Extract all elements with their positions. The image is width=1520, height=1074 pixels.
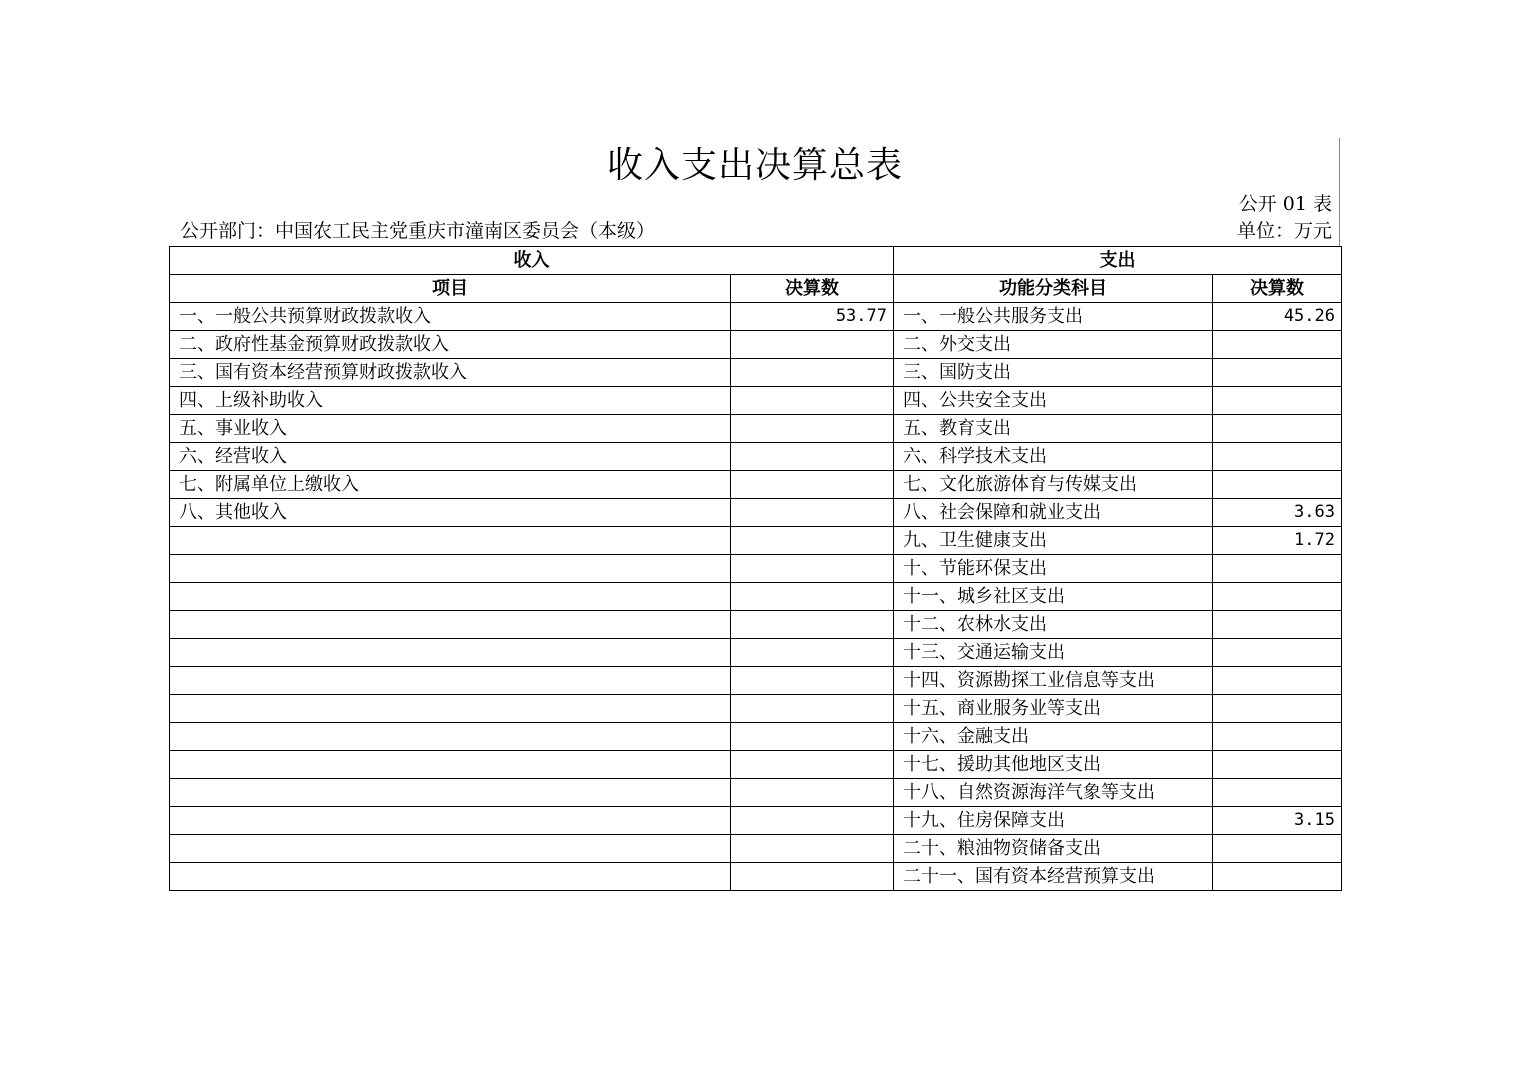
- income-amount-cell: [731, 723, 894, 751]
- income-amount-cell: [731, 807, 894, 835]
- expenditure-amount-cell: [1213, 695, 1342, 723]
- expenditure-item-cell: 六、科学技术支出: [894, 443, 1213, 471]
- expenditure-amount-cell: [1213, 387, 1342, 415]
- income-item-cell: 三、国有资本经营预算财政拨款收入: [170, 359, 731, 387]
- right-border-line: [1339, 138, 1340, 246]
- income-amount-cell: [731, 527, 894, 555]
- expenditure-amount-cell: [1213, 555, 1342, 583]
- table-row: [170, 387, 1342, 415]
- table-row: [170, 779, 1342, 807]
- income-expenditure-table: [169, 246, 1342, 891]
- expenditure-item-cell: 二、外交支出: [894, 331, 1213, 359]
- table-row: [170, 471, 1342, 499]
- page-title: 收入支出决算总表: [606, 145, 903, 186]
- expenditure-amount-cell: [1213, 331, 1342, 359]
- income-amount-cell: [731, 331, 894, 359]
- income-amount-cell: [731, 415, 894, 443]
- income-amount-cell: [731, 387, 894, 415]
- expenditure-item-cell: 十四、资源勘探工业信息等支出: [894, 667, 1213, 695]
- expenditure-item-cell: 八、社会保障和就业支出: [894, 499, 1213, 527]
- income-amount-cell: 53.77: [731, 303, 894, 331]
- expenditure-item-cell: 十六、金融支出: [894, 723, 1213, 751]
- table-row: [170, 415, 1342, 443]
- table-row: [170, 835, 1342, 863]
- table-row: [170, 611, 1342, 639]
- expenditure-amount-cell: 45.26: [1213, 303, 1342, 331]
- income-item-cell: [170, 779, 731, 807]
- income-amount-cell: [731, 695, 894, 723]
- table-body: [170, 303, 1342, 891]
- income-item-cell: 七、附属单位上缴收入: [170, 471, 731, 499]
- expenditure-amount-cell: [1213, 723, 1342, 751]
- income-amount-cell: [731, 555, 894, 583]
- expenditure-item-cell: 三、国防支出: [894, 359, 1213, 387]
- income-item-cell: 一、一般公共预算财政拨款收入: [170, 303, 731, 331]
- expenditure-amount-cell: [1213, 779, 1342, 807]
- income-amount-cell: [731, 611, 894, 639]
- expenditure-amount-cell: [1213, 583, 1342, 611]
- income-item-cell: 八、其他收入: [170, 499, 731, 527]
- expenditure-item-header: 功能分类科目: [894, 275, 1213, 303]
- table-row: [170, 555, 1342, 583]
- table-row: [170, 695, 1342, 723]
- expenditure-item-cell: 二十、粮油物资储备支出: [894, 835, 1213, 863]
- expenditure-amount-cell: 3.63: [1213, 499, 1342, 527]
- table-row: [170, 723, 1342, 751]
- expenditure-amount-header: 决算数: [1213, 275, 1342, 303]
- department-label: 公开部门：中国农工民主党重庆市潼南区委员会（本级）: [180, 220, 656, 242]
- income-amount-cell: [731, 779, 894, 807]
- expenditure-item-cell: 七、文化旅游体育与传媒支出: [894, 471, 1213, 499]
- income-amount-cell: [731, 443, 894, 471]
- expenditure-amount-cell: [1213, 443, 1342, 471]
- table-row: [170, 667, 1342, 695]
- income-amount-cell: [731, 863, 894, 891]
- expenditure-item-cell: 十一、城乡社区支出: [894, 583, 1213, 611]
- expenditure-amount-cell: [1213, 415, 1342, 443]
- table-row: [170, 583, 1342, 611]
- table-row: [170, 639, 1342, 667]
- expenditure-amount-cell: [1213, 667, 1342, 695]
- income-amount-cell: [731, 751, 894, 779]
- income-amount-cell: [731, 359, 894, 387]
- income-item-cell: [170, 555, 731, 583]
- income-item-cell: [170, 611, 731, 639]
- income-item-cell: [170, 835, 731, 863]
- table-row: [170, 359, 1342, 387]
- table-row: [170, 499, 1342, 527]
- expenditure-item-cell: 十二、农林水支出: [894, 611, 1213, 639]
- expenditure-amount-cell: [1213, 863, 1342, 891]
- income-item-cell: 五、事业收入: [170, 415, 731, 443]
- income-item-cell: [170, 723, 731, 751]
- income-item-cell: [170, 695, 731, 723]
- income-item-cell: 四、上级补助收入: [170, 387, 731, 415]
- income-item-cell: [170, 583, 731, 611]
- expenditure-amount-cell: [1213, 359, 1342, 387]
- unit-label: 单位：万元: [1236, 220, 1332, 242]
- income-amount-header: 决算数: [731, 275, 894, 303]
- table-row: [170, 527, 1342, 555]
- income-item-cell: [170, 863, 731, 891]
- expenditure-item-cell: 十、节能环保支出: [894, 555, 1213, 583]
- expenditure-item-cell: 十七、援助其他地区支出: [894, 751, 1213, 779]
- income-item-cell: [170, 639, 731, 667]
- expenditure-amount-cell: [1213, 751, 1342, 779]
- income-amount-cell: [731, 835, 894, 863]
- table-row: [170, 863, 1342, 891]
- table-row: [170, 751, 1342, 779]
- income-section-header: 收入: [170, 247, 894, 275]
- income-item-cell: 二、政府性基金预算财政拨款收入: [170, 331, 731, 359]
- expenditure-amount-cell: [1213, 471, 1342, 499]
- income-amount-cell: [731, 471, 894, 499]
- expenditure-amount-cell: [1213, 639, 1342, 667]
- expenditure-item-cell: 四、公共安全支出: [894, 387, 1213, 415]
- expenditure-item-cell: 十八、自然资源海洋气象等支出: [894, 779, 1213, 807]
- expenditure-item-cell: 十九、住房保障支出: [894, 807, 1213, 835]
- table-row: [170, 807, 1342, 835]
- expenditure-amount-cell: 1.72: [1213, 527, 1342, 555]
- income-item-cell: [170, 751, 731, 779]
- expenditure-item-cell: 五、教育支出: [894, 415, 1213, 443]
- income-amount-cell: [731, 499, 894, 527]
- expenditure-amount-cell: 3.15: [1213, 807, 1342, 835]
- income-item-cell: [170, 527, 731, 555]
- income-item-header: 项目: [170, 275, 731, 303]
- expenditure-amount-cell: [1213, 835, 1342, 863]
- expenditure-item-cell: 十五、商业服务业等支出: [894, 695, 1213, 723]
- income-amount-cell: [731, 667, 894, 695]
- income-item-cell: [170, 807, 731, 835]
- section-header-row: [170, 247, 1342, 275]
- income-item-cell: [170, 667, 731, 695]
- income-amount-cell: [731, 639, 894, 667]
- column-header-row: [170, 275, 1342, 303]
- table-row: [170, 331, 1342, 359]
- expenditure-item-cell: 十三、交通运输支出: [894, 639, 1213, 667]
- expenditure-amount-cell: [1213, 611, 1342, 639]
- form-number: 公开 01 表: [1238, 193, 1332, 215]
- expenditure-item-cell: 九、卫生健康支出: [894, 527, 1213, 555]
- income-amount-cell: [731, 583, 894, 611]
- income-item-cell: 六、经营收入: [170, 443, 731, 471]
- table-row: [170, 443, 1342, 471]
- expenditure-section-header: 支出: [894, 247, 1342, 275]
- expenditure-item-cell: 二十一、国有资本经营预算支出: [894, 863, 1213, 891]
- expenditure-item-cell: 一、一般公共服务支出: [894, 303, 1213, 331]
- table-row: [170, 303, 1342, 331]
